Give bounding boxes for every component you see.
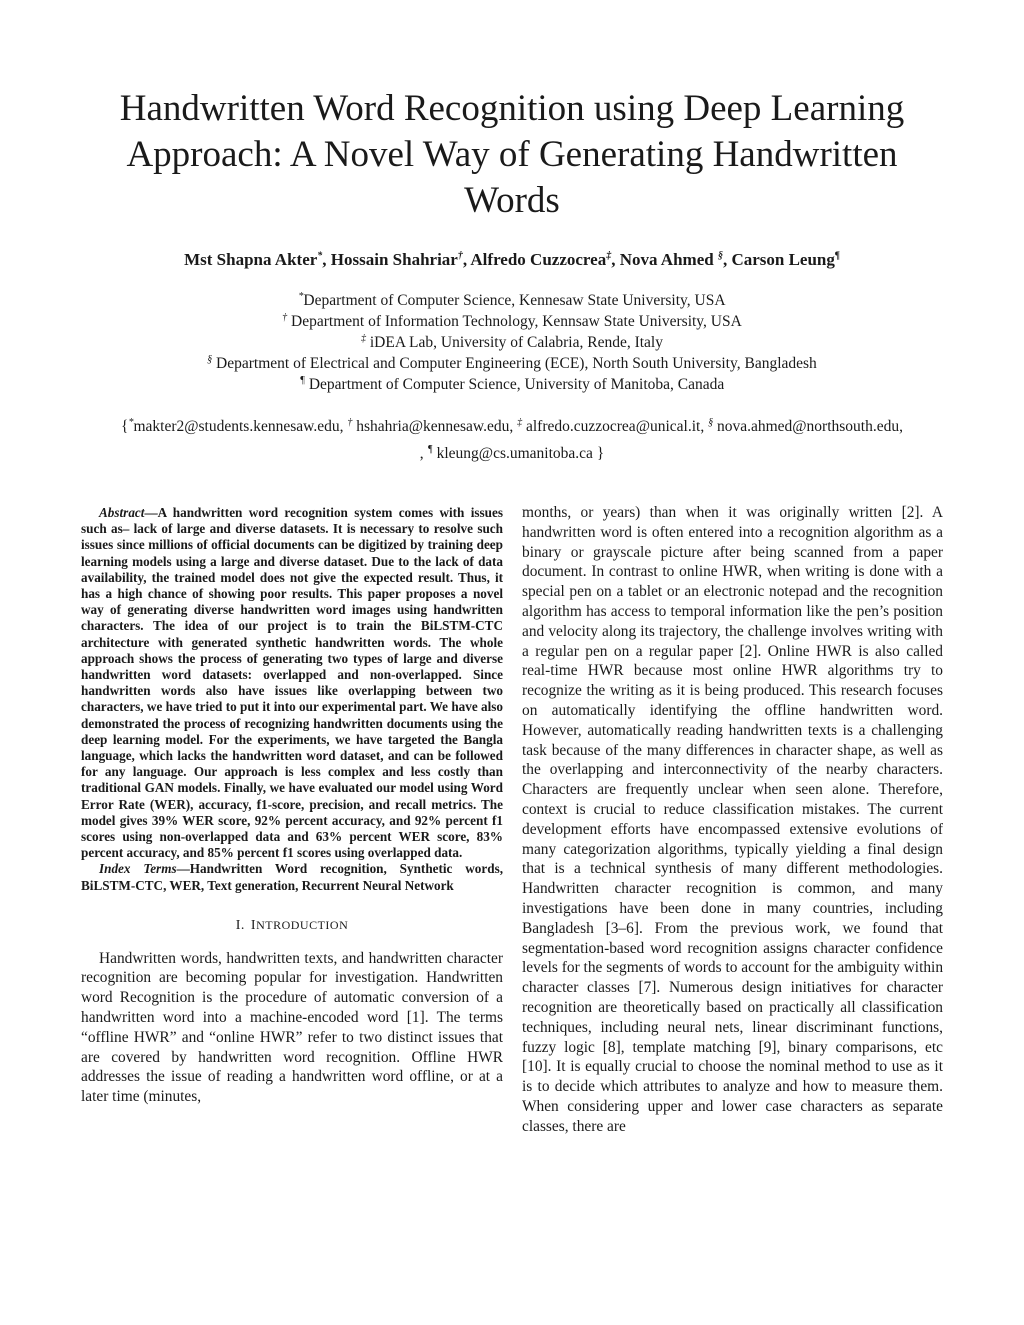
affiliation-text: Department of Electrical and Computer Engineering (ECE), North South University, Bangladesh (212, 355, 817, 372)
email-mark: § (708, 416, 714, 428)
section-title-rest: NTRODUCTION (256, 917, 349, 932)
author-separator: , (611, 250, 620, 269)
email-mark: † (347, 416, 353, 428)
affiliation-text: Department of Computer Science, University of Manitoba, Canada (304, 376, 725, 393)
affiliation (60, 374, 964, 395)
email-address: nova.ahmed@northsouth.edu, (713, 418, 903, 435)
affiliation-mark: ¶ (299, 374, 305, 386)
email-list (60, 413, 964, 467)
affiliation-mark: * (298, 290, 304, 302)
author-name: Alfredo Cuzzocrea (470, 250, 607, 269)
email-address: hshahria@kennesaw.edu, (352, 418, 518, 435)
email-line-1 (60, 413, 964, 440)
author-mark: * (317, 250, 323, 262)
section-number: I. (235, 917, 245, 933)
brace-open: { (121, 418, 129, 435)
email-address: kleung@cs.umanitoba.ca (432, 445, 597, 462)
author-separator: , (722, 250, 732, 269)
affiliation-mark: § (207, 353, 213, 365)
author-name: Nova Ahmed (619, 250, 718, 269)
affiliation (60, 353, 964, 374)
email-address: alfredo.cuzzocrea@unical.it, (522, 418, 709, 435)
email-line-2 (60, 440, 964, 467)
author-mark: § (717, 250, 723, 262)
affiliation-mark: † (282, 311, 288, 323)
affiliation-text: Department of Information Technology, Kennsaw State University, USA (287, 313, 742, 330)
affiliation-text: Department of Computer Science, Kennesaw State University, USA (303, 292, 726, 309)
author-name: Mst Shapna Akter (184, 250, 318, 269)
affiliation-mark: ‡ (360, 332, 366, 344)
right-column (522, 503, 943, 1137)
affiliation (60, 311, 964, 332)
author-list (60, 249, 964, 271)
brace-close: } (596, 445, 605, 462)
author-name: Hossain Shahriar (330, 250, 458, 269)
abstract-label: Abstract (99, 505, 145, 520)
index-terms (81, 861, 503, 893)
email-address: makter2@students.kennesaw.edu, (133, 418, 348, 435)
index-terms-label: Index Terms (99, 861, 177, 877)
paper-title: Handwritten Word Recognition using Deep Learning Approach: A Novel Way of Generating Handwritten Words (119, 88, 905, 221)
section-heading-introduction (81, 916, 503, 936)
index-terms-text: —Handwritten Word recognition, Synthetic words, BiLSTM-CTC, WER, Text generation, Recurrent Neural Network (81, 861, 503, 893)
abstract (81, 505, 503, 861)
email-mark: ¶ (427, 443, 433, 455)
abstract-text: —A handwritten word recognition system comes with issues such as– lack of large and diverse datasets. It is necessary to resolve such issues since millions of official documents can be digitized by training deep learning models using a large and diverse dataset. Due to the lack of data availability, the trained model does not give the expected result. Thus, it has a high chance of showing poor results. This paper proposes a novel way of generating diverse handwritten word images using handwritten characters. The idea of our project is to train the BiLSTM-CTC architecture with generated synthetic handwritten words. The whole approach shows the process of generating two types of large and diverse handwritten word datasets: overlapped and non-overlapped. Since handwritten words also have issues like overlapping between two characters, we have tried to put it into our experimental part. We have also demonstrated the process of recognizing handwritten documents using the deep learning model. For the experiments, we have targeted the Bangla language, which lacks the handwritten word dataset, and can be followed for any language. Our approach is less complex and less costly than traditional GAN models. Finally, we have evaluated our model using Word Error Rate (WER), accuracy, f1-score, precision, and recall metrics. The model gives 39% WER score, 92% percent accuracy, and 92% percent f1 scores using non-overlapped data and 63% percent WER score, 83% percent accuracy, and 85% percent f1 scores using overlapped data. (81, 505, 503, 861)
author-mark: ‡ (606, 250, 612, 262)
affiliation-text: iDEA Lab, University of Calabria, Rende, Italy (365, 334, 663, 351)
email-mark: * (128, 416, 134, 428)
intro-paragraph-continued: months, or years) than when it was originally written [2]. A handwritten word is often entered into a recognition algorithm as a binary or grayscale picture after being scanned from a paper document. In contrast to online HWR, when writing is done with a special pen on a tablet or an electronic notepad and the recognition algorithm has access to temporal information like the pen’s position and velocity along its trajectory, the challenge involves writing with a regular pen on a regular paper [2]. Online HWR is also called real-time HWR because most online HWR algorithms try to recognize the writing as it is being produced. This research focuses on automatically identifying the offline handwritten word. However, automatically reading handwritten texts is a challenging task because of the many differences in character shape, as well as the overlapping and interconnectivity of the nearby characters. Characters are frequently unclear when seen alone. Therefore, context is crucial to reduce classification mistakes. The current development efforts have encompassed extensive evolutions of many categorization algorithms, typically yielding a final design that is a technical synthesis of many different methodologies. Handwritten character recognition is common, and many investigations have been done in many countries, including Bangladesh [3–6]. From the previous work, we found that segmentation-based word recognition assigns character confidence levels for the segments of words to account for the ambiguity within character classes [7]. Numerous design initiatives for character recognition are theoretically based on practically all classification techniques, including neural nets, linear discriminant functions, fuzzy logic [8], template matching [9], binary comparisons, etc [10]. It is equally crucial to choose the nominal method to use as it is to decide which attributes to analyze and how to measure them. When considering upper and lower case characters as separate classes, there are (522, 504, 944, 1135)
affiliation (60, 290, 964, 311)
affiliation (60, 332, 964, 353)
left-column (81, 505, 503, 1107)
email-separator: , (419, 445, 428, 462)
affiliation-list (60, 290, 964, 395)
intro-paragraph: Handwritten words, handwritten texts, and handwritten character recognition are becoming popular for investigation. Handwritten word Recognition is the procedure of automatic conversion of a handwritten word into a machine-encoded word [1]. The terms “offline HWR” and “online HWR” refer to two distinct issues that are covered by handwritten word recognition. Offline HWR addresses the issue of reading a handwritten word offline, or at a later time (minutes, (81, 949, 503, 1106)
email-mark: ‡ (517, 416, 523, 428)
author-mark: † (457, 250, 463, 262)
section-title-initial: I (250, 917, 257, 933)
author-separator: , (322, 250, 331, 269)
author-name: Carson Leung (731, 250, 835, 269)
author-separator: , (462, 250, 471, 269)
author-mark: ¶ (834, 250, 840, 262)
